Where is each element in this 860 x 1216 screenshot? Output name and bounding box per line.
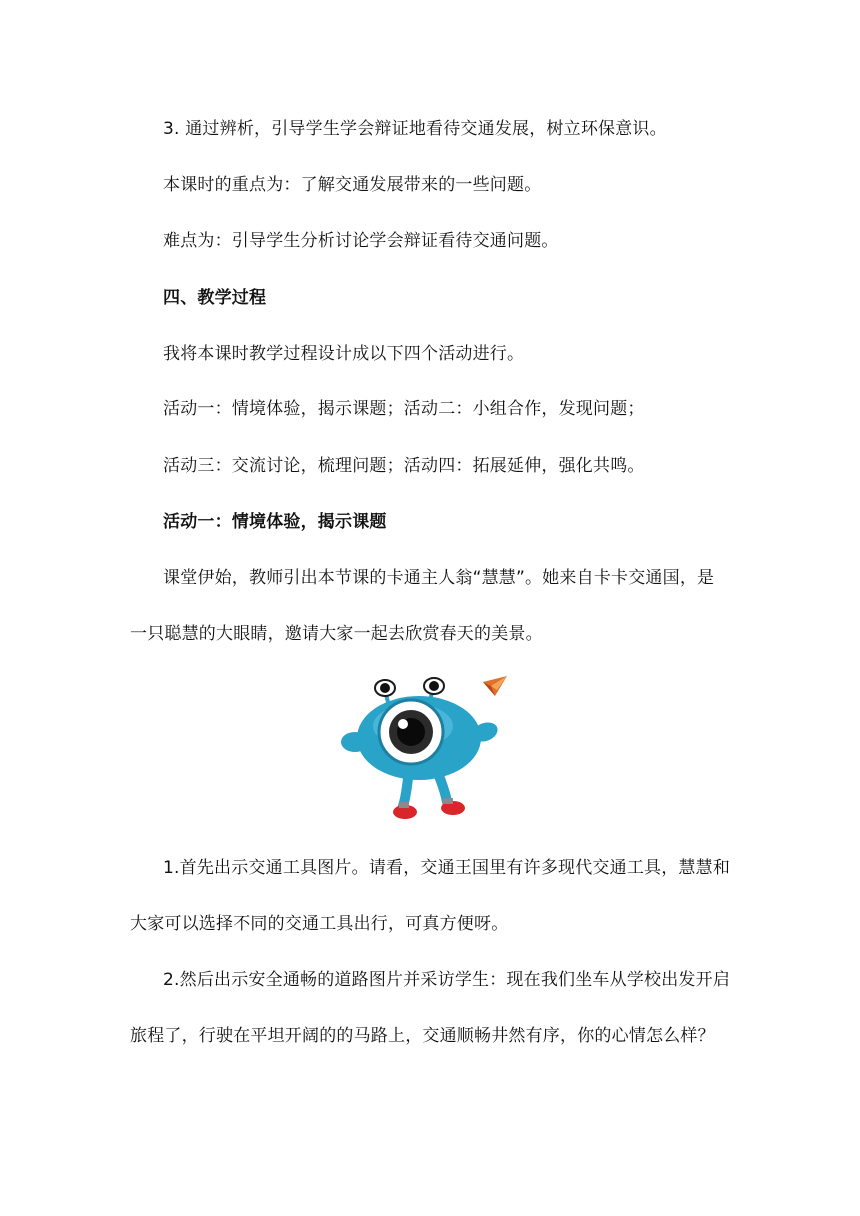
activity-one-paragraph-line-1: 课堂伊始，教师引出本节课的卡通主人翁“慧慧”。她来自卡卡交通国，是 [163, 568, 715, 588]
step-1-line-2: 大家可以选择不同的交通工具出行，可真方便呀。 [130, 914, 509, 934]
step-2-line-2: 旅程了，行驶在平坦开阔的的马路上，交通顺畅井然有序，你的心情怎么样？ [130, 1026, 715, 1046]
objective-item-3: 3. 通过辨析，引导学生学会辩证地看待交通发展，树立环保意识。 [163, 119, 667, 139]
key-point-text: 本课时的重点为：了解交通发展带来的一些问题。 [163, 175, 542, 195]
teaching-process-intro: 我将本课时教学过程设计成以下四个活动进行。 [163, 344, 525, 364]
activities-list-line-2: 活动三：交流讨论，梳理问题；活动四：拓展延伸，强化共鸣。 [163, 456, 645, 476]
activity-one-heading: 活动一：情境体验，揭示课题 [163, 512, 387, 532]
difficulty-text: 难点为：引导学生分析讨论学会辩证看待交通问题。 [163, 231, 559, 251]
section-heading-teaching-process: 四、教学过程 [163, 288, 267, 308]
activity-one-paragraph-line-2: 一只聪慧的大眼睛，邀请大家一起去欣赏春天的美景。 [130, 624, 543, 644]
cartoon-big-eye-character-image [335, 660, 525, 828]
paper-plane-icon [483, 676, 507, 696]
activities-list-line-1: 活动一：情境体验，揭示课题；活动二：小组合作，发现问题； [163, 399, 645, 419]
cartoon-character-icon [335, 660, 525, 828]
step-1-line-1: 1.首先出示交通工具图片。请看，交通王国里有许多现代交通工具，慧慧和 [163, 858, 731, 878]
step-2-line-1: 2.然后出示安全通畅的道路图片并采访学生：现在我们坐车从学校出发开启 [163, 970, 731, 990]
